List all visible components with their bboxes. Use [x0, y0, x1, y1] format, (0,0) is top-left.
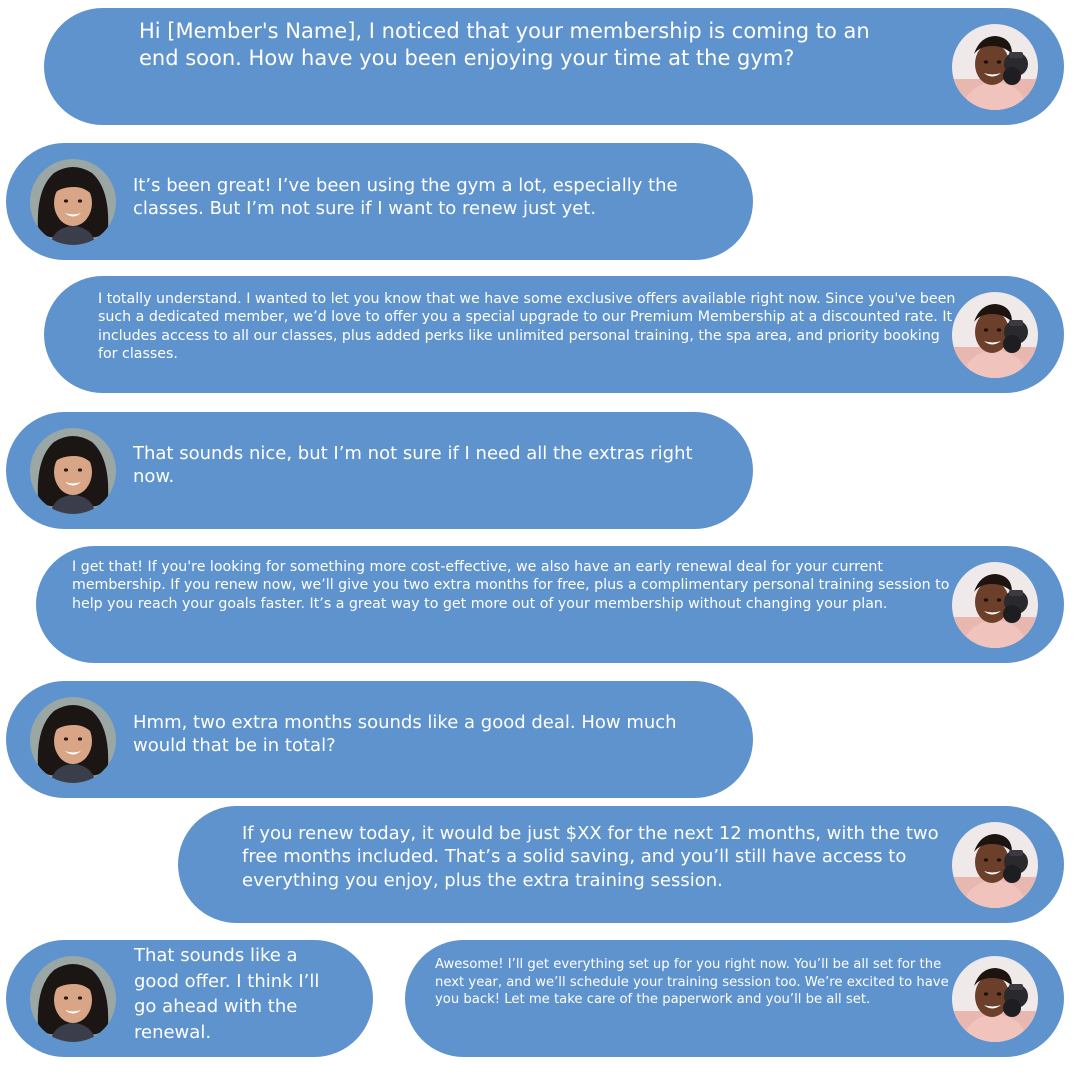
member-message-text: Hmm, two extra months sounds like a good deal. How much would that be in total?	[133, 712, 677, 757]
member-message-bubble	[6, 143, 753, 260]
staff-avatar-icon	[952, 292, 1038, 378]
member-message-bubble	[6, 940, 373, 1057]
staff-message-bubble	[44, 276, 1064, 393]
staff-message-text: Awesome! I’ll get everything set up for you right now. You’ll be all set for the next year, and we’ll schedule your training session too. We’re excited to have you back! Let me take care of the paperwork and you’ll be all set.	[435, 957, 949, 1008]
member-avatar-icon	[30, 428, 116, 514]
staff-message-text: I totally understand. I wanted to let you know that we have some exclusive offers available right now. Since you've been such a dedicated member, we’d love to offer you a special upgrade to our Premium Membership at a discounted rate. It includes access to all our classes, plus added perks like unlimited personal training, the spa area, and priority booking for classes.	[98, 291, 956, 363]
member-message-text: That sounds like a good offer. I think I’ll go ahead with the renewal.	[134, 945, 320, 1043]
staff-message-bubble	[44, 8, 1064, 125]
member-avatar-icon	[30, 159, 116, 245]
staff-avatar-icon	[952, 562, 1038, 648]
staff-message-bubble	[405, 940, 1064, 1057]
staff-message-bubble	[36, 546, 1064, 663]
member-message-text: It’s been great! I’ve been using the gym a lot, especially the classes. But I’m not sure if I want to renew just yet.	[133, 175, 678, 220]
staff-message-text: Hi [Member's Name], I noticed that your membership is coming to an end soon. How have you been enjoying your time at the gym?	[139, 19, 870, 71]
member-avatar-icon	[30, 697, 116, 783]
member-message-bubble	[6, 412, 753, 529]
member-message-text: That sounds nice, but I’m not sure if I need all the extras right now.	[133, 443, 693, 488]
member-avatar-icon	[30, 956, 116, 1042]
staff-message-text: If you renew today, it would be just $XX for the next 12 months, with the two free months included. That’s a solid saving, and you’ll still have access to everything you enjoy, plus the extra training session.	[242, 823, 939, 891]
staff-message-text: I get that! If you're looking for something more cost-effective, we also have an early renewal deal for your current membership. If you renew now, we’ll give you two extra months for free, plus a complimentary personal training session to help you reach your goals faster. It’s a great way to get more out of your membership without changing your plan.	[72, 559, 950, 612]
staff-message-bubble	[178, 806, 1064, 923]
staff-avatar-icon	[952, 822, 1038, 908]
member-message-bubble	[6, 681, 753, 798]
staff-avatar-icon	[952, 24, 1038, 110]
staff-avatar-icon	[952, 956, 1038, 1042]
